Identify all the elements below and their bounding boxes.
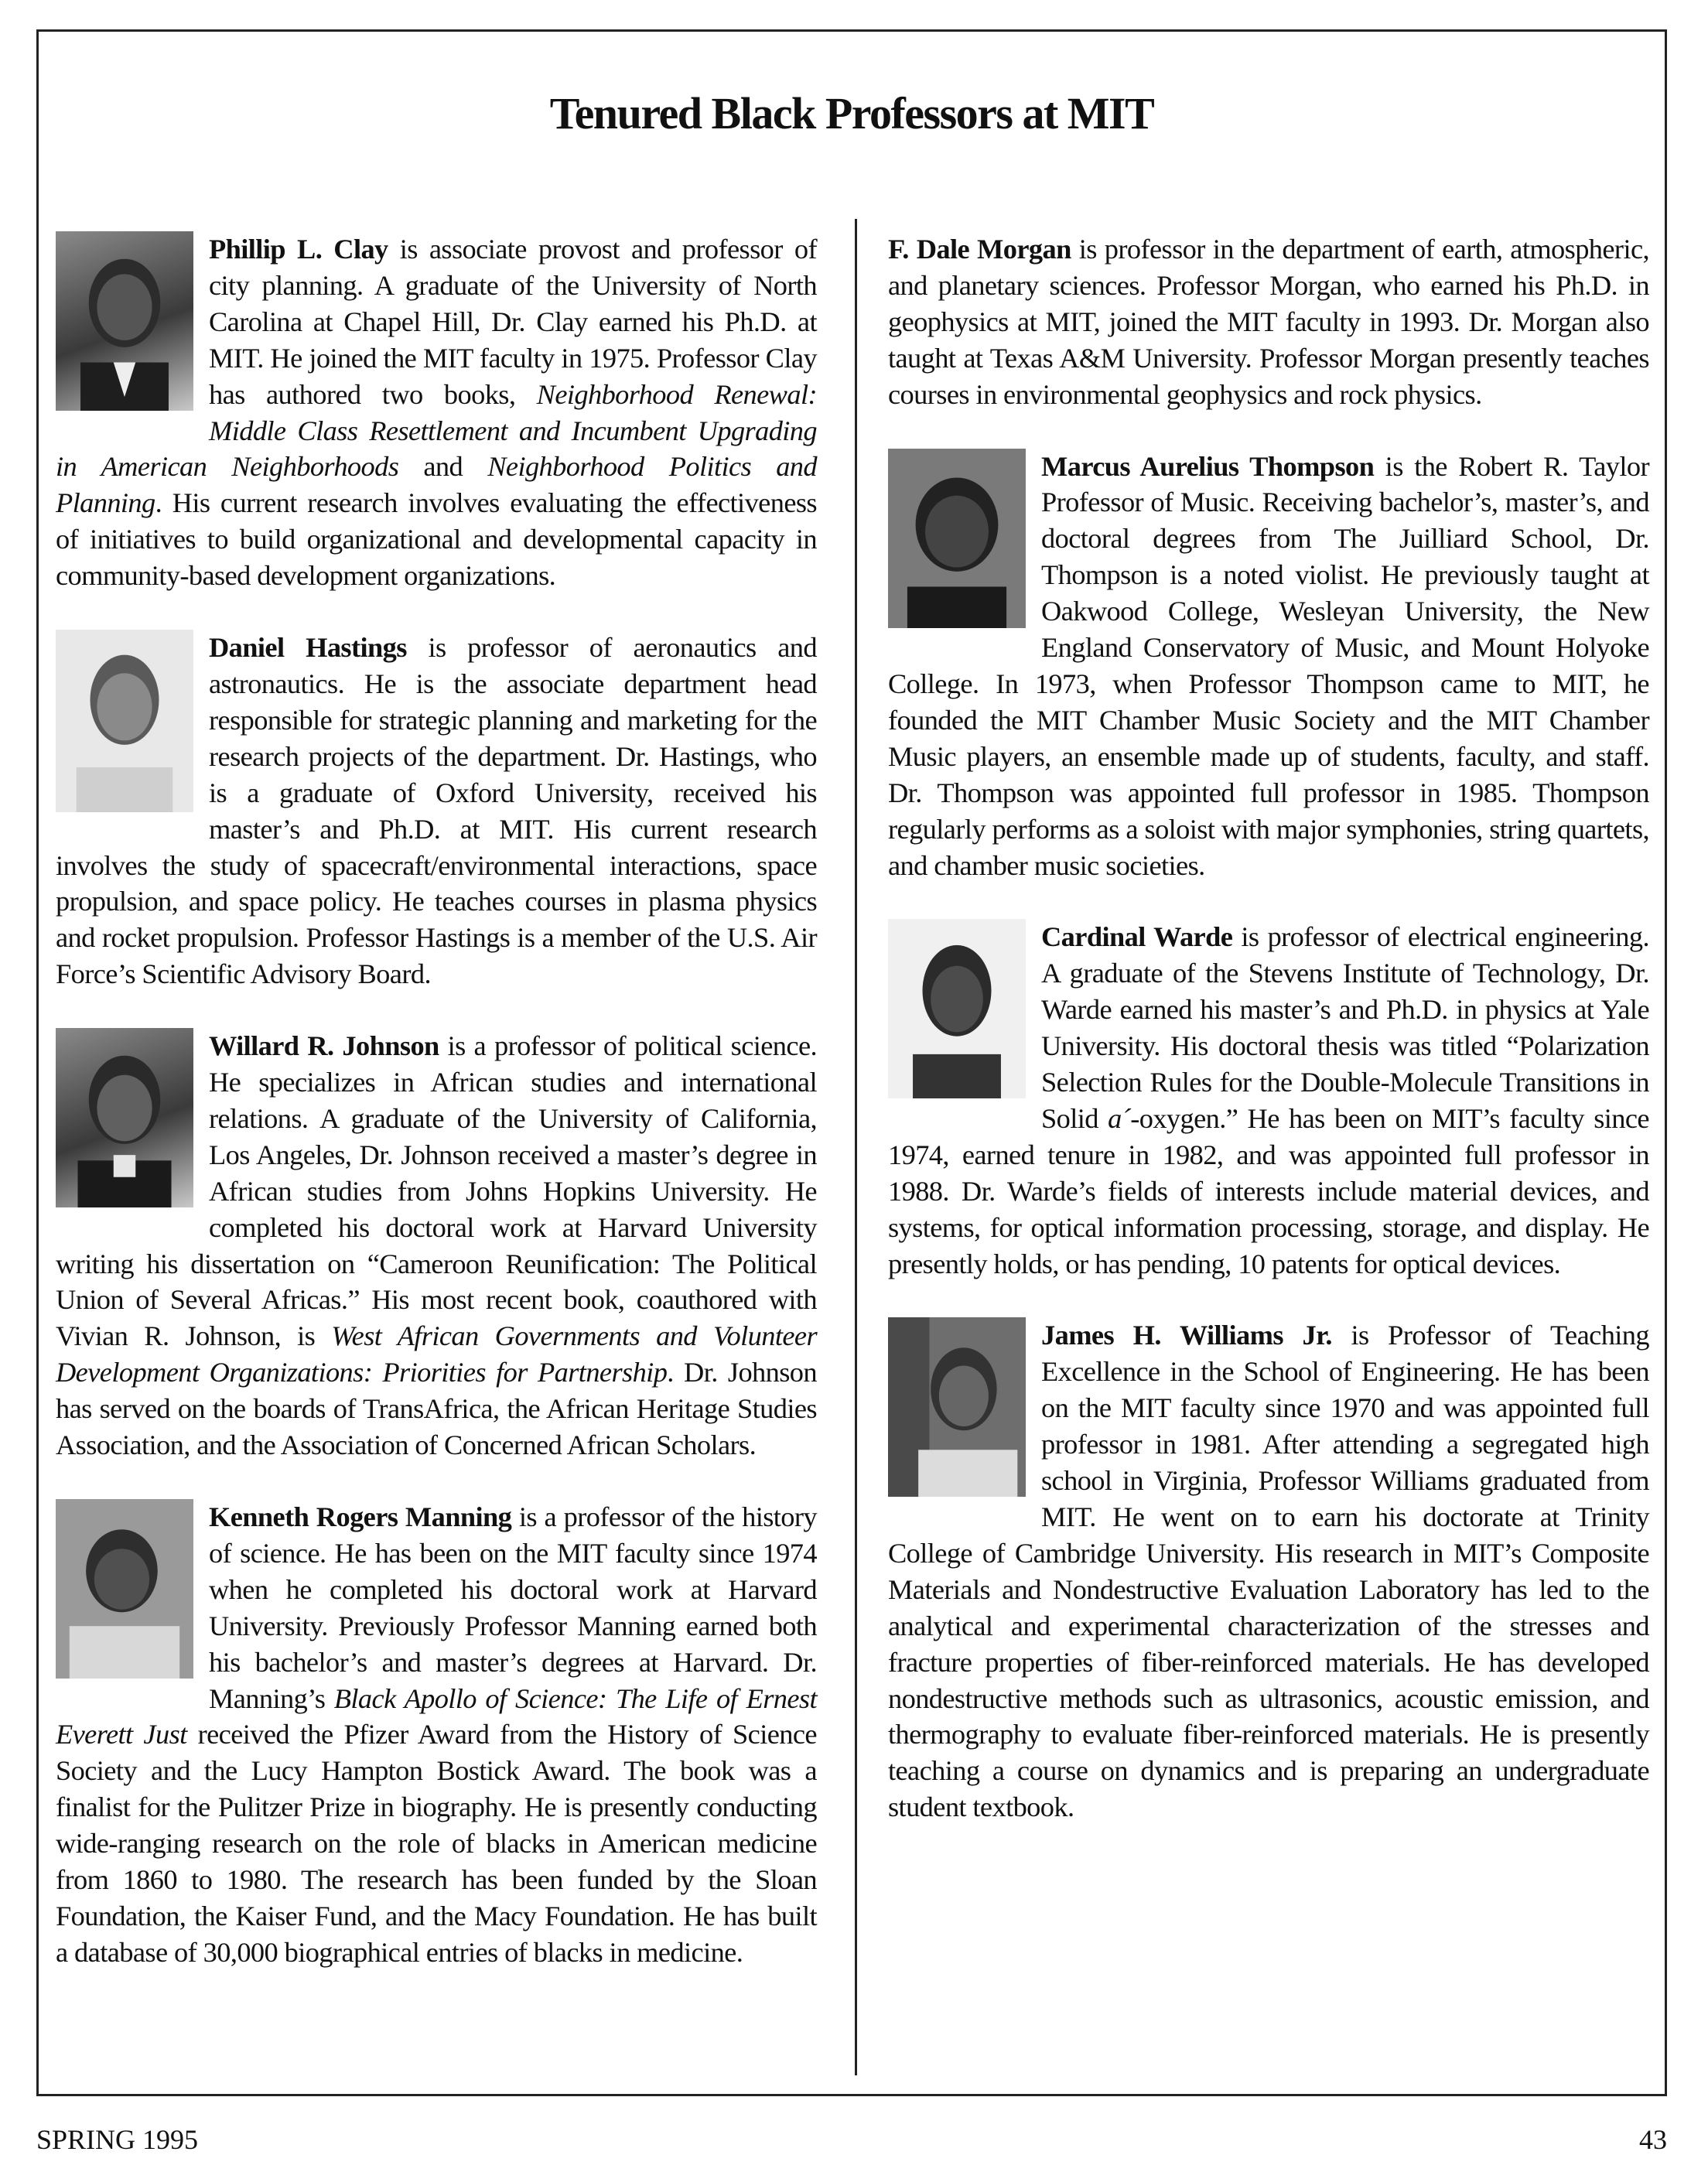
page-frame bbox=[36, 29, 1667, 2096]
bio-text: Kenneth Rogers Manning is a professor of the history of science. He has been on the MIT faculty since 1974 when he completed his doctoral work at Harvard University. Previously Professor Manning earned both his bachelor’s and master’s degrees at Harvard. Dr. Manning’s Black Apollo of Science: The Life of Ernest Everett Just received the Pfizer Award from the History of Science Society and the Lucy Hampton Bostick Award. The book was a finalist for the Pulitzer Prize in biography. He is presently conducting wide-ranging research on the role of blacks in American medicine from 1860 to 1980. The research has been funded by the Sloan Foundation, the Kaiser Fund, and the Macy Foundation. He has built a database of 30,000 biographical entries of blacks in medicine. bbox=[56, 1501, 817, 1968]
left-column bbox=[56, 231, 817, 2007]
bio-text: Daniel Hastings is professor of aeronautics and astronautics. He is the associate department head responsible for strategic planning and marketing for the research projects of the department. Dr. Hastings, who is a graduate of Oxford University, received his master’s and Ph.D. at MIT. His current research involves the study of spacecraft/environmental interactions, space propulsion, and space policy. He teaches courses in plasma physics and rocket propulsion. Professor Hastings is a member of the U.S. Air Force’s Scientific Advisory Board. bbox=[56, 632, 817, 990]
portrait-photo bbox=[888, 449, 1026, 628]
bio-name: Daniel Hastings bbox=[209, 632, 407, 664]
bio-text: Marcus Aurelius Thompson is the Robert R. Taylor Professor of Music. Receiving bachelor’s, master’s, and doctoral degrees from The Juilliard School, Dr. Thompson is a noted violist. He previously taught at Oakwood College, Wesleyan University, the New England Conservatory of Music, and Mount Holyoke College. In 1973, when Professor Thompson came to MIT, he founded the MIT Chamber Music Society and the MIT Chamber Music players, an ensemble made up of students, faculty, and staff. Dr. Thompson was appointed full professor in 1985. Thompson regularly performs as a soloist with major symphonies, string quartets, and chamber music societies. bbox=[888, 450, 1649, 881]
column-divider bbox=[855, 219, 857, 2075]
book-title: Neighborhood Politics and Planning bbox=[56, 451, 817, 519]
italic-symbol: a´ bbox=[1108, 1102, 1131, 1134]
bio-text: Phillip L. Clay is associate provost and professor of city planning. A graduate of the University of North Carolina at Chapel Hill, Dr. Clay earned his Ph.D. at MIT. He joined the MIT faculty in 1975. Professor Clay has authored two books, Neighborhood Renewal: Middle Class Resettlement and Incumbent Upgrading in American Neighborhoods and Neighborhood Politics and Planning. His current research involves evaluating the effectiveness of initiatives to build organizational and developmental capacity in community-based development organizations. bbox=[56, 234, 817, 592]
bio-name: Kenneth Rogers Manning bbox=[209, 1501, 512, 1532]
portrait-photo bbox=[56, 1028, 193, 1207]
bio-text: F. Dale Morgan is professor in the department of earth, atmospheric, and planetary sciences. Professor Morgan, who earned his Ph.D. in geophysics at MIT, joined the MIT faculty in 1993. Dr. Morgan also taught at Texas A&M University. Professor Morgan presently teaches courses in environmental geophysics and rock physics. bbox=[888, 234, 1650, 410]
right-column bbox=[888, 231, 1649, 1861]
bio-manning bbox=[56, 1499, 817, 1971]
bio-name: F. Dale Morgan bbox=[888, 234, 1071, 265]
bio-text: Cardinal Warde is professor of electrical engineering. A graduate of the Stevens Institute of Technology, Dr. Warde earned his master’s and Ph.D. in physics at Yale University. His doctoral thesis was titled “Polarization Selection Rules for the Double-Molecule Transitions in Solid a´-oxygen.” He has been on MIT’s faculty since 1974, earned tenure in 1982, and was appointed full professor in 1988. Dr. Warde’s fields of interests include material devices, and systems, for optical information processing, storage, and display. He presently holds, or has pending, 10 patents for optical devices. bbox=[888, 921, 1649, 1279]
bio-name: James H. Williams Jr. bbox=[1041, 1320, 1332, 1351]
bio-name: Marcus Aurelius Thompson bbox=[1041, 450, 1375, 482]
footer-issue: SPRING 1995 bbox=[36, 2124, 199, 2155]
bio-name: Cardinal Warde bbox=[1041, 921, 1233, 953]
portrait-photo bbox=[56, 1499, 193, 1679]
bio-warde bbox=[888, 919, 1649, 1282]
bio-thompson bbox=[888, 449, 1649, 884]
bio-morgan bbox=[888, 231, 1649, 413]
bio-text: Willard R. Johnson is a professor of political science. He specializes in African studies and international relations. A graduate of the University of California, Los Angeles, Dr. Johnson received a master’s degree in African studies from Johns Hopkins University. He completed his doctoral work at Harvard University writing his dissertation on “Cameroon Reunification: The Political Union of Several Africas.” His most recent book, coauthored with Vivian R. Johnson, is West African Governments and Volunteer Development Organizations: Priorities for Partnership. Dr. Johnson has served on the boards of TransAfrica, the African Heritage Studies Association, and the Association of Concerned African Scholars. bbox=[56, 1030, 818, 1461]
bio-name: Willard R. Johnson bbox=[209, 1030, 439, 1062]
portrait-photo bbox=[888, 919, 1026, 1098]
page-title: Tenured Black Professors at MIT bbox=[549, 88, 1154, 138]
bio-name: Phillip L. Clay bbox=[209, 234, 388, 265]
book-title: West African Governments and Volunteer Development Organizations: Priorities for Partnership bbox=[56, 1320, 818, 1388]
bio-clay bbox=[56, 231, 817, 594]
bio-johnson bbox=[56, 1028, 817, 1463]
bio-text: James H. Williams Jr. is Professor of Teaching Excellence in the School of Engineering. He has been on the MIT faculty since 1970 and was appointed full professor in 1981. After attending a segregated high school in Virginia, Professor Williams graduated from MIT. He went on to earn his doctorate at Trinity College of Cambridge University. His research in MIT’s Composite Materials and Nondestructive Evaluation Laboratory has led to the analytical and experimental characterization of the stresses and fracture properties of fiber-reinforced materials. He has developed nondestructive methods such as ultrasonics, acoustic emission, and thermography to evaluate fiber-reinforced materials. He is presently teaching a course on dynamics and is preparing an undergraduate student textbook. bbox=[888, 1320, 1650, 1823]
book-title: Neighborhood Renewal: Middle Class Resettlement and Incumbent Upgrading in American Neighborhoods bbox=[56, 378, 817, 483]
bio-hastings bbox=[56, 630, 817, 992]
portrait-photo bbox=[888, 1317, 1026, 1497]
portrait-photo bbox=[56, 231, 193, 411]
page-number: 43 bbox=[1639, 2124, 1667, 2155]
book-title: Black Apollo of Science: The Life of Ernest Everett Just bbox=[56, 1682, 817, 1750]
portrait-photo bbox=[56, 630, 193, 812]
bio-williams bbox=[888, 1317, 1649, 1826]
